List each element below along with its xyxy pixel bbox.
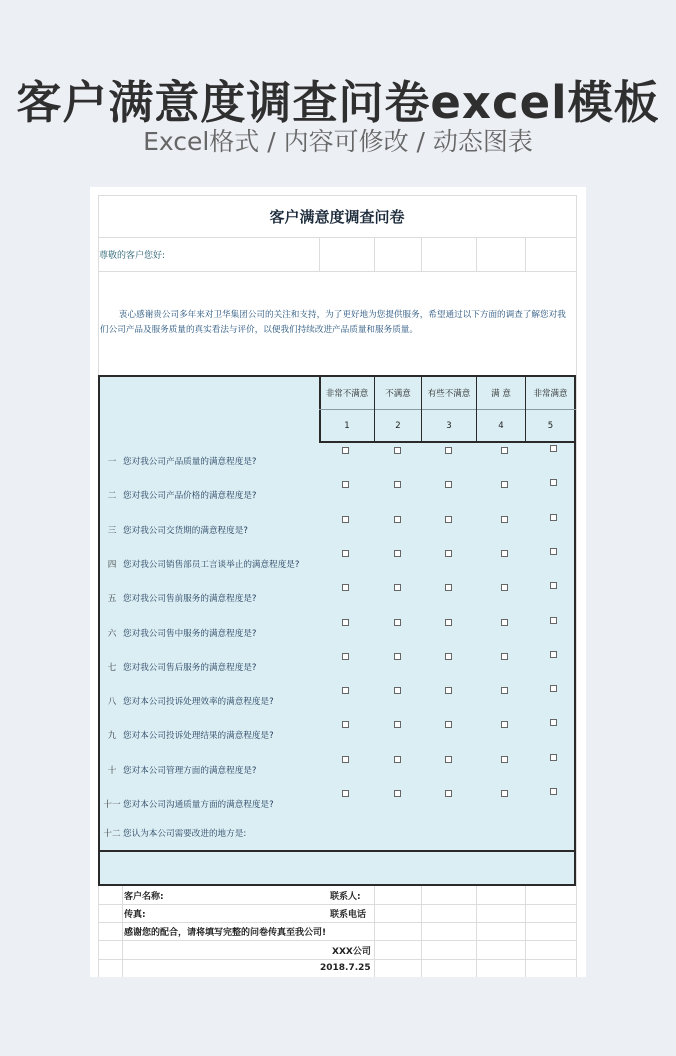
- question-number: 二: [107, 491, 117, 502]
- question-text: 您对我公司销售部员工言谈举止的满意程度是?: [123, 559, 300, 570]
- question-number: 五: [107, 594, 117, 605]
- rating-label: 非常不满意: [325, 389, 369, 399]
- sheet-title: 客户满意度调查问卷: [269, 207, 405, 226]
- rating-checkbox-3[interactable]: [445, 584, 452, 591]
- question-row: [101, 453, 256, 469]
- rating-score: 4: [498, 421, 504, 431]
- rating-checkbox-1[interactable]: [342, 653, 349, 660]
- rating-checkbox-1[interactable]: [342, 687, 349, 694]
- grid-line: [374, 237, 375, 271]
- rating-checkbox-5[interactable]: [550, 719, 557, 726]
- rating-checkbox-1[interactable]: [342, 481, 349, 488]
- question-number: 七: [107, 662, 117, 673]
- rating-checkbox-4[interactable]: [501, 516, 508, 523]
- rating-checkbox-5[interactable]: [550, 445, 557, 452]
- rating-checkbox-5[interactable]: [550, 788, 557, 795]
- rating-checkbox-4[interactable]: [501, 721, 508, 728]
- question-text: 您对我公司售前服务的满意程度是?: [123, 594, 257, 605]
- rating-checkbox-3[interactable]: [445, 619, 452, 626]
- rating-checkbox-3[interactable]: [445, 790, 452, 797]
- grid-line: [421, 886, 422, 977]
- question-text: 您对本公司管理方面的满意程度是?: [123, 765, 257, 776]
- question-number: 八: [107, 697, 117, 708]
- intro-paragraph: 衷心感谢贵公司多年来对卫华集团公司的关注和支持，为了更好地为您提供服务，希望通过以下方面的调查了解您对我们公司产品及服务质量的真实看法与评价，以便我们持续改进产品质量和服务质量。: [100, 310, 566, 335]
- grid-line: [98, 922, 576, 923]
- rating-checkbox-4[interactable]: [501, 550, 508, 557]
- rating-checkbox-2[interactable]: [394, 721, 401, 728]
- phone-label: 联系电话: [330, 910, 367, 920]
- question-row: [101, 762, 256, 778]
- rating-score: 3: [446, 421, 452, 431]
- question-text: 您对我公司售后服务的满意程度是?: [123, 662, 257, 673]
- banner-subtitle: Excel格式 / 内容可修改 / 动态图表: [143, 127, 533, 156]
- rating-checkbox-1[interactable]: [342, 550, 349, 557]
- grid-line: [122, 886, 123, 977]
- rating-checkbox-1[interactable]: [342, 619, 349, 626]
- fax-label: 传真:: [124, 910, 146, 920]
- question-number: 六: [107, 628, 117, 639]
- rating-checkbox-1[interactable]: [342, 790, 349, 797]
- grid-line: [476, 237, 477, 271]
- question-text: 您对本公司沟通质量方面的满意程度是?: [123, 800, 274, 810]
- question-number: 十二: [103, 829, 121, 839]
- rating-checkbox-4[interactable]: [501, 447, 508, 454]
- survey-date: 2018.7.25: [320, 963, 371, 973]
- rating-checkbox-2[interactable]: [394, 447, 401, 454]
- grid-line: [98, 271, 576, 272]
- question-row: [101, 796, 274, 812]
- grid-line: [98, 940, 576, 941]
- question-row: [101, 625, 256, 641]
- thanks-note: 感谢您的配合，请将填写完整的问卷传真至我公司!: [124, 928, 327, 938]
- grid-line: [98, 959, 576, 960]
- question-text: 您认为本公司需要改进的地方是:: [123, 829, 247, 839]
- question-row: [101, 659, 256, 675]
- rating-checkbox-3[interactable]: [445, 550, 452, 557]
- question-text: 您对本公司投诉处理效率的满意程度是?: [123, 697, 274, 708]
- question-text: 您对我公司售中服务的满意程度是?: [123, 628, 257, 639]
- company-name: XXX公司: [332, 947, 371, 957]
- grid-line: [98, 904, 576, 905]
- question-row: [101, 556, 299, 572]
- question-row: [101, 487, 256, 503]
- rating-checkbox-4[interactable]: [501, 584, 508, 591]
- rating-checkbox-3[interactable]: [445, 653, 452, 660]
- rating-checkbox-2[interactable]: [394, 481, 401, 488]
- greeting-text: 尊敬的客户您好:: [99, 250, 166, 261]
- rating-score: 2: [395, 421, 401, 431]
- rating-checkbox-5[interactable]: [550, 479, 557, 486]
- question-row: [101, 727, 274, 743]
- grid-line: [525, 237, 526, 271]
- rating-checkbox-1[interactable]: [342, 584, 349, 591]
- rating-checkbox-4[interactable]: [501, 687, 508, 694]
- banner-title: 客户满意度调查问卷excel模板: [16, 76, 660, 129]
- rating-checkbox-2[interactable]: [394, 550, 401, 557]
- grid-line: [319, 237, 320, 271]
- question-number: 四: [107, 559, 117, 570]
- rating-checkbox-4[interactable]: [501, 619, 508, 626]
- rating-checkbox-4[interactable]: [501, 756, 508, 763]
- grid-line: [374, 886, 375, 977]
- grid-line: [576, 195, 577, 977]
- contact-label: 联系人:: [330, 892, 361, 902]
- question-text: 您对我公司产品质量的满意程度是?: [123, 457, 257, 467]
- survey-sheet: [98, 195, 577, 977]
- rating-checkbox-2[interactable]: [394, 687, 401, 694]
- rating-checkbox-4[interactable]: [501, 481, 508, 488]
- rating-checkbox-2[interactable]: [394, 619, 401, 626]
- rating-checkbox-4[interactable]: [501, 653, 508, 660]
- question-text: 您对我公司交货期的满意程度是?: [123, 525, 248, 536]
- question-number: 三: [107, 525, 117, 536]
- improvement-answer-area[interactable]: [98, 850, 576, 886]
- grid-line: [421, 237, 422, 271]
- grid-line: [98, 237, 576, 238]
- rating-checkbox-4[interactable]: [501, 790, 508, 797]
- question-number: 一: [107, 457, 117, 467]
- question-number: 十: [107, 765, 117, 776]
- rating-checkbox-5[interactable]: [550, 514, 557, 521]
- rating-label: 非常满意: [533, 389, 568, 399]
- rating-label: 满 意: [491, 389, 511, 399]
- rating-checkbox-5[interactable]: [550, 617, 557, 624]
- rating-checkbox-3[interactable]: [445, 447, 452, 454]
- question-number: 九: [107, 731, 117, 742]
- rating-checkbox-5[interactable]: [550, 685, 557, 692]
- rating-checkbox-3[interactable]: [445, 687, 452, 694]
- question-row: [101, 590, 256, 606]
- question-text: 您对本公司投诉处理结果的满意程度是?: [123, 731, 274, 742]
- rating-checkbox-3[interactable]: [445, 756, 452, 763]
- rating-score: 5: [547, 421, 554, 431]
- question-number: 十一: [103, 800, 121, 810]
- rating-checkbox-3[interactable]: [445, 721, 452, 728]
- rating-checkbox-1[interactable]: [342, 756, 349, 763]
- question-row: [101, 693, 274, 709]
- spreadsheet-preview: [90, 187, 586, 977]
- grid-line: [525, 886, 526, 977]
- rating-checkbox-1[interactable]: [342, 516, 349, 523]
- rating-checkbox-2[interactable]: [394, 516, 401, 523]
- rating-checkbox-1[interactable]: [342, 721, 349, 728]
- rating-checkbox-5[interactable]: [550, 548, 557, 555]
- rating-checkbox-5[interactable]: [550, 582, 557, 589]
- question-text: 您对我公司产品价格的满意程度是?: [123, 491, 257, 502]
- rating-checkbox-3[interactable]: [445, 516, 452, 523]
- customer-name-label: 客户名称:: [124, 892, 164, 902]
- grid-line: [476, 886, 477, 977]
- rating-checkbox-2[interactable]: [394, 584, 401, 591]
- rating-checkbox-5[interactable]: [550, 651, 557, 658]
- rating-label: 有些不满意: [427, 389, 471, 399]
- rating-checkbox-2[interactable]: [394, 756, 401, 763]
- rating-score: 1: [344, 421, 350, 431]
- rating-checkbox-1[interactable]: [342, 447, 349, 454]
- rating-label: 不满意: [385, 389, 411, 399]
- rating-checkbox-2[interactable]: [394, 653, 401, 660]
- question-row: [101, 522, 248, 538]
- rating-checkbox-5[interactable]: [550, 754, 557, 761]
- open-question: [101, 825, 246, 841]
- rating-checkbox-2[interactable]: [394, 790, 401, 797]
- rating-checkbox-3[interactable]: [445, 481, 452, 488]
